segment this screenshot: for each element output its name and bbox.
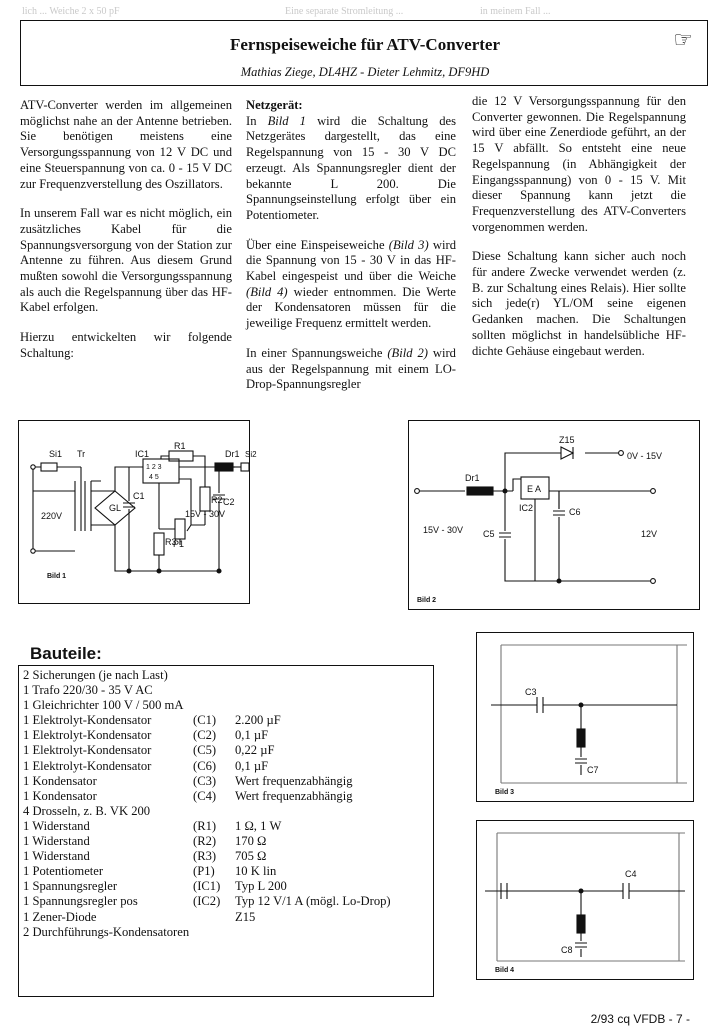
figure-bild-2 — [408, 420, 700, 610]
label-c4: C4 — [625, 869, 637, 879]
figure-caption: Bild 4 — [495, 967, 515, 974]
bleed-through-text: Eine separate Stromleitung ... — [285, 6, 404, 17]
part-name: 1 Gleichrichter 100 V / 500 mA — [23, 698, 184, 713]
figure-reference: (Bild 2) — [387, 345, 428, 360]
article-header — [20, 20, 708, 86]
label-dr1: Dr1 — [225, 449, 240, 459]
part-name: 1 Widerstand — [23, 849, 90, 864]
label-c7: C7 — [587, 765, 599, 775]
part-value — [235, 925, 391, 940]
label-c2: C2 — [223, 497, 235, 507]
parts-row — [23, 774, 391, 789]
part-reference: (IC2) — [193, 894, 221, 909]
label-ea: E A — [527, 484, 542, 494]
parts-row — [23, 713, 391, 728]
part-reference: (C3) — [193, 773, 217, 788]
figure-reference: (Bild 3) — [388, 237, 429, 252]
parts-list-title: Bauteile: — [30, 644, 102, 663]
parts-row — [23, 879, 391, 894]
label-220v: 220V — [41, 511, 63, 521]
paragraph: die 12 V Versorgungsspannung für den Converter gewonnen. Die Regelspannung wird über eine Zenerdiode geführt, an der 15 V abfällt. So entsteht eine neue Regelspannung (in Abhängigkeit der Eingangsspannung) von 0 - 15 V. Mit dieser Spannung kann jetzt die Frequenzverstellung des ATV-Converters vorgenommen werden. — [472, 94, 686, 234]
figure-bild-1 — [18, 420, 257, 604]
parts-row — [23, 834, 391, 849]
part-reference — [193, 925, 235, 940]
parts-row — [23, 759, 391, 774]
parts-row — [23, 819, 391, 834]
part-value: 705 Ω — [235, 849, 267, 864]
label-pins: 4 5 — [149, 474, 159, 481]
part-name: 4 Drosseln, z. B. VK 200 — [23, 803, 151, 818]
figure-bild-3 — [476, 632, 694, 802]
part-name: 1 Potentiometer — [23, 864, 104, 879]
part-value: Typ L 200 — [235, 879, 287, 894]
label-p1: P1 — [173, 539, 185, 549]
label-pins: 1 2 3 — [146, 464, 162, 471]
article-title: Fernspeiseweiche für ATV-Converter — [229, 35, 501, 54]
part-reference — [193, 910, 235, 925]
part-value — [235, 668, 391, 683]
paragraph: In Bild 1 wird die Schaltung des Netzgerätes dargestellt, das eine Regelspannung von 15 - 30 V DC erzeugt. Als Spannungsregler dient der bekannte L 200. Die Spannungseinstellung erfolgt über ein Potentiometer. — [246, 113, 456, 222]
label-si2: Si2 — [245, 450, 257, 459]
parts-row — [23, 849, 391, 864]
parts-table — [23, 668, 391, 940]
part-reference — [193, 698, 235, 713]
label-c1: C1 — [133, 491, 145, 501]
label-c3: C3 — [525, 687, 537, 697]
parts-list — [18, 665, 434, 997]
column-3 — [472, 94, 686, 373]
extraction-schematic — [477, 821, 695, 981]
part-reference: (C4) — [193, 788, 217, 803]
part-value: Wert frequenzabhängig — [235, 788, 353, 803]
part-reference — [193, 668, 235, 683]
part-value: Z15 — [235, 909, 256, 924]
part-name: 2 Sicherungen (je nach Last) — [23, 668, 168, 682]
feed-in-schematic — [477, 633, 695, 803]
label-ic2: IC2 — [519, 503, 534, 513]
part-value: 10 K lin — [235, 864, 277, 879]
label-gl: GL — [109, 503, 122, 513]
parts-row — [23, 864, 391, 879]
label-c5: C5 — [483, 529, 495, 539]
label-si1: Si1 — [49, 449, 63, 459]
parts-row — [23, 910, 391, 925]
section-heading: Netzgerät: — [246, 98, 303, 112]
part-name: 1 Widerstand — [23, 834, 90, 849]
bleed-through-text: in meinem Fall ... — [480, 6, 551, 17]
paragraph: In unserem Fall war es nicht möglich, ein zusätzliches Kabel für die Spannungsversorgung von der Station zur Antenne zu führen. Aus diesem Grund mußten sowohl die Versorgungsspannung als auch die Regelspannung über das HF-Kabel erfolgen. — [20, 206, 232, 315]
label-input-voltage: 15V - 30V — [423, 525, 464, 535]
label-z15: Z15 — [559, 435, 575, 445]
part-value — [235, 683, 391, 698]
part-reference — [193, 683, 235, 698]
figure-caption: Bild 2 — [417, 597, 437, 604]
label-control-voltage: 0V - 15V — [627, 451, 663, 461]
parts-row — [23, 789, 391, 804]
figure-caption: Bild 1 — [47, 573, 67, 580]
page-footer: 2/93 cq VFDB - 7 - — [590, 1012, 690, 1026]
parts-row — [23, 894, 391, 909]
part-value: 0,22 µF — [235, 743, 275, 758]
part-reference: (C1) — [193, 713, 217, 728]
part-reference: (C2) — [193, 728, 217, 743]
paragraph: Hierzu entwickelten wir folgende Schaltung: — [20, 330, 232, 360]
parts-row — [23, 925, 391, 940]
article-authors: Mathias Ziege, DL4HZ - Dieter Lehmitz, DF9HD — [240, 65, 490, 79]
part-name: 1 Elektrolyt-Kondensator — [23, 743, 152, 758]
part-reference: (R3) — [193, 849, 217, 864]
part-name: 1 Spannungsregler pos — [23, 894, 138, 909]
part-value: 0,1 µF — [235, 728, 269, 743]
pointing-hand-icon: ☞ — [673, 27, 693, 52]
part-name: 2 Durchführungs-Kondensatoren — [23, 924, 190, 939]
label-r3: R3 — [165, 537, 177, 547]
parts-row — [23, 698, 391, 713]
column-1 — [20, 98, 232, 376]
part-reference: (R2) — [193, 834, 217, 849]
voltage-splitter-schematic — [409, 421, 701, 611]
part-reference: (R1) — [193, 818, 217, 833]
label-tr: Tr — [77, 449, 86, 459]
figure-reference: Bild 1 — [267, 113, 306, 128]
paragraph: Diese Schaltung kann sicher auch noch für andere Zwecke verwendet werden (z. B. zur Schaltung eines Relais). Hier sollte sich jede(r) YL/OM seine eigenen Gedanken machen. Die Schaltungen sollten möglichst in handelsübliche HF-dichte Gehäuse eingebaut werden. — [472, 249, 686, 358]
parts-row — [23, 743, 391, 758]
paragraph: In einer Spannungsweiche (Bild 2) wird aus der Regelspannung mit einem LO-Drop-Spannungsregler — [246, 345, 456, 392]
part-name: 1 Elektrolyt-Kondensator — [23, 728, 152, 743]
part-value: 2.200 µF — [235, 713, 281, 728]
paragraph: ATV-Converter werden im allgemeinen möglichst nahe an der Antenne betrieben. Sie benötigen meistens eine Versorgungsspannung von 12 V DC und eine Steuerspannung von ca. 0 - 15 V DC zur Frequenzverstellung des Oszillators. — [20, 98, 232, 191]
figure-caption: Bild 3 — [495, 789, 515, 796]
paragraph: Über eine Einspeiseweiche (Bild 3) wird die Spannung von 15 - 30 V in das HF-Kabel eingespeist und über die Weiche (Bild 4) wieder entnommen. Die Werte der Kondensatoren müssen für die jeweilige Frequenz ermittelt werden. — [246, 237, 456, 331]
label-ic1: IC1 — [135, 449, 150, 459]
figure-bild-4 — [476, 820, 694, 980]
label-r1: R1 — [174, 441, 186, 451]
part-reference: (C6) — [193, 758, 217, 773]
label-r2: R2 — [211, 495, 223, 505]
part-value: Typ 12 V/1 A (mögl. Lo-Drop) — [235, 894, 391, 909]
label-c8: C8 — [561, 945, 573, 955]
part-reference: (P1) — [193, 864, 215, 879]
part-name: 1 Kondensator — [23, 788, 97, 803]
label-dr1: Dr1 — [465, 473, 480, 483]
bleed-through-text: lich ... Weiche 2 x 50 pF — [22, 6, 120, 17]
fuse-si1 — [41, 463, 57, 471]
parts-row — [23, 728, 391, 743]
part-value: 1 Ω, 1 W — [235, 818, 282, 833]
part-name: 1 Spannungsregler — [23, 879, 118, 894]
part-name: 1 Kondensator — [23, 773, 97, 788]
part-name: 1 Trafo 220/30 - 35 V AC — [23, 683, 153, 698]
figure-reference: (Bild 4) — [246, 284, 288, 299]
part-name: 1 Elektrolyt-Kondensator — [23, 758, 152, 773]
part-reference — [193, 804, 235, 819]
part-value — [235, 698, 391, 713]
part-reference: (IC1) — [193, 879, 221, 894]
parts-row — [23, 668, 391, 683]
column-2 — [246, 98, 456, 407]
part-value: Wert frequenzabhängig — [235, 773, 353, 788]
part-value: 0,1 µF — [235, 758, 269, 773]
part-name: 1 Widerstand — [23, 818, 90, 833]
label-12v: 12V — [641, 529, 658, 539]
part-name: 1 Elektrolyt-Kondensator — [23, 713, 152, 728]
part-value — [235, 804, 391, 819]
parts-row — [23, 683, 391, 698]
label-c6: C6 — [569, 507, 581, 517]
part-value: 170 Ω — [235, 834, 267, 849]
label-output-voltage: 15V - 30V — [185, 509, 226, 519]
parts-row — [23, 804, 391, 819]
part-name: 1 Zener-Diode — [23, 909, 97, 924]
part-reference: (C5) — [193, 743, 217, 758]
